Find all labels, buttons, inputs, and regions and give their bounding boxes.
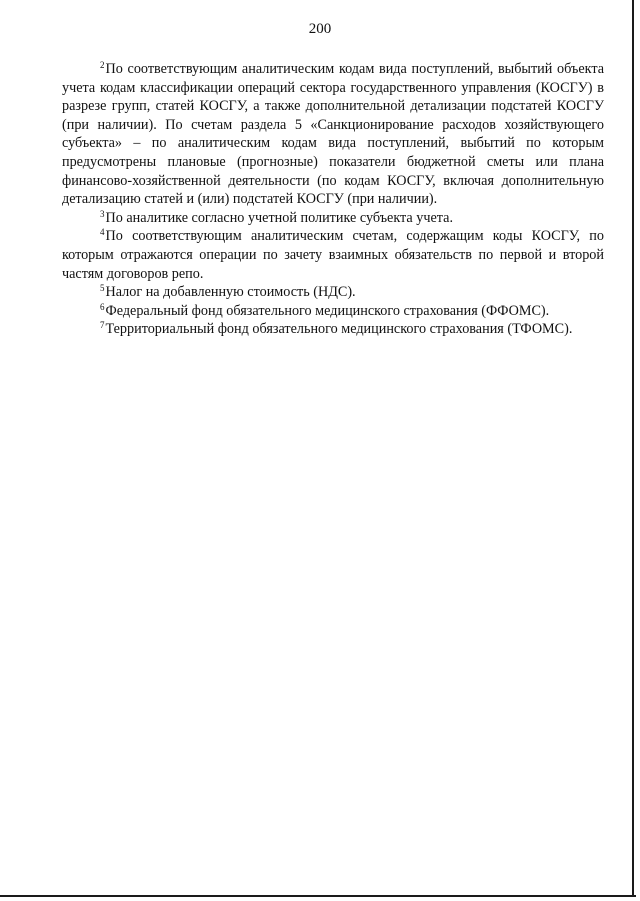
footnote-mark: 7 [100,320,105,331]
footnote-mark: 5 [100,283,105,294]
footnote-mark: 6 [100,301,105,312]
footnote-2 [62,60,604,209]
footnote-3 [62,209,604,228]
footnote-mark: 3 [100,208,105,219]
footnote-5 [62,283,604,302]
scan-edge-right [632,0,634,895]
scan-edge-bottom [0,895,636,897]
footnote-text: По соответствующим аналитическим кодам вида поступлений, выбытий объекта учета кодам классификации операций сектора государственного управления (КОСГУ) в разрезе групп, статей КОСГУ, а также дополнительной детализации подстатей КОСГУ (при наличии). По счетам раздела 5 «Санкционирование расходов хозяйствующего субъекта» – по аналитическим кодам вида поступлений, выбытий по которым предусмотрены плановые (прогнозные) показатели бюджетной сметы или плана финансово-хозяйственной деятельности (по кодам КОСГУ, включая дополнительную детализацию статей и (или) подстатей КОСГУ (при наличии). [62,61,604,208]
footnote-text: Федеральный фонд обязательного медицинского страхования (ФФОМС). [105,302,550,319]
footnote-text: По соответствующим аналитическим счетам, содержащим коды КОСГУ, по которым отражаются операции по зачету взаимных обязательств по первой и второй частям договоров репо. [62,228,604,282]
footnote-4 [62,227,604,283]
footnote-text: По аналитике согласно учетной политике субъекта учета. [105,209,454,226]
footnote-text: Территориальный фонд обязательного медицинского страхования (ТФОМС). [105,321,573,338]
footnote-text: Налог на добавленную стоимость (НДС). [105,284,356,301]
footnote-mark: 4 [100,227,105,238]
footnote-6 [62,302,604,321]
page-number: 200 [308,21,332,37]
footnotes-block [62,60,604,339]
footnote-7 [62,320,604,339]
footnote-mark: 2 [100,60,105,70]
